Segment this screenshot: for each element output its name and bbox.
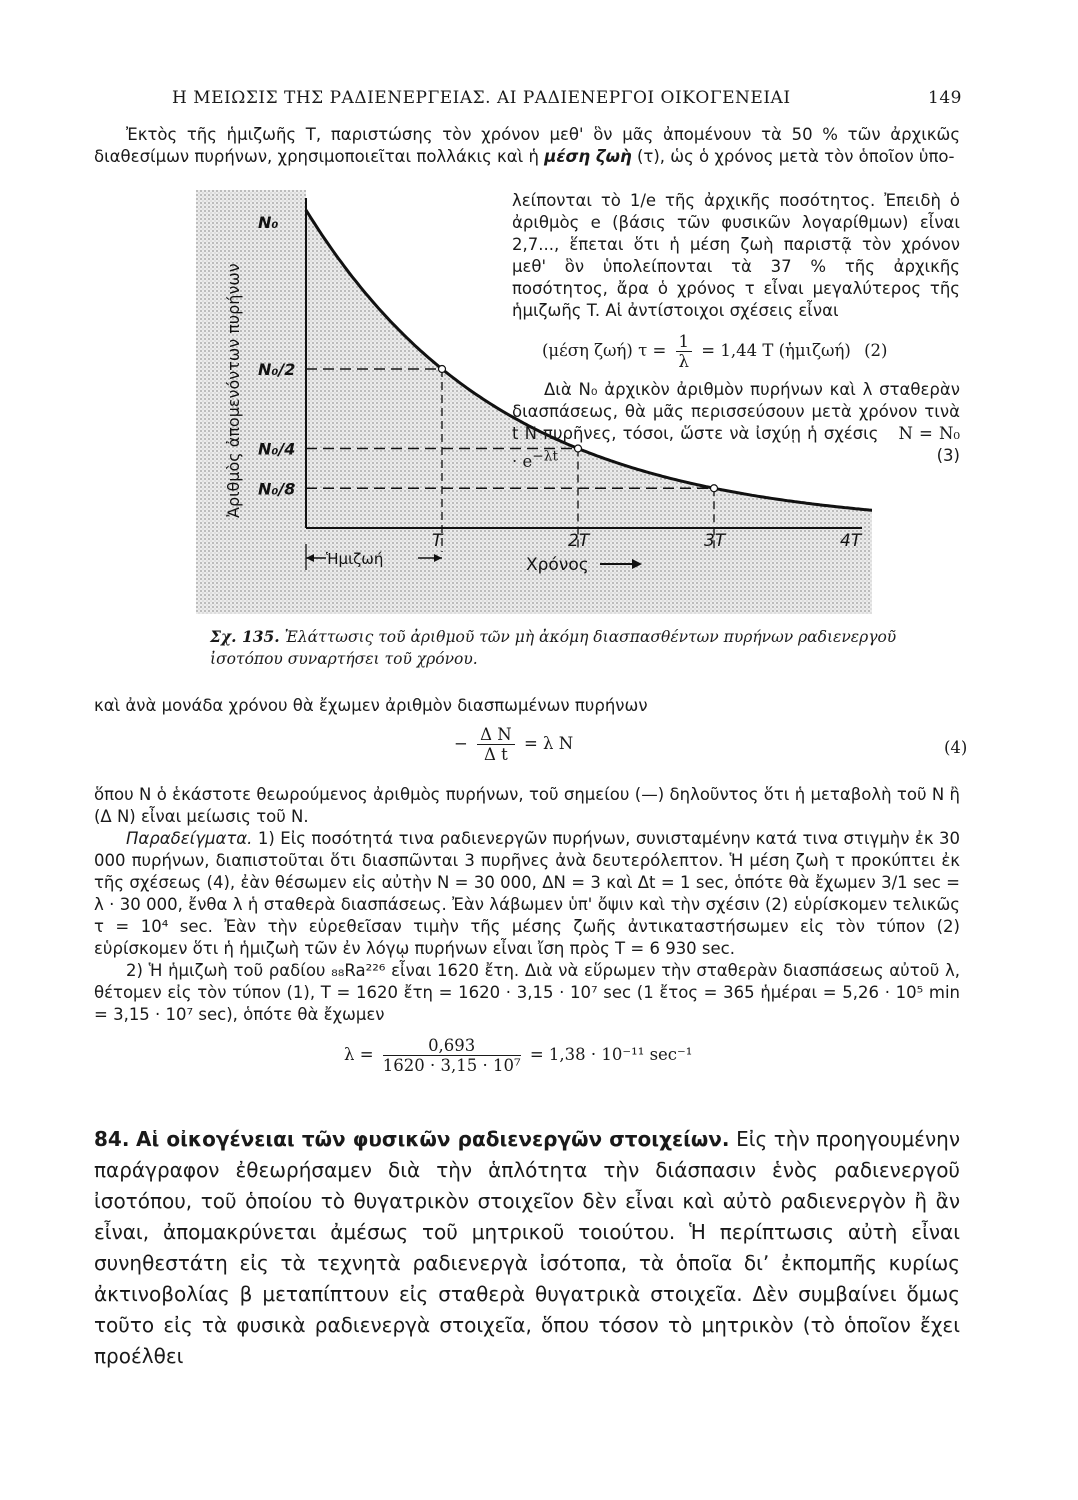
eq2-numerator: 1 [676,332,693,352]
example-2: 2) Ἡ ἡμιζωὴ τοῦ ραδίου ₈₈Ra²²⁶ εἶναι 1620 ἔτη. Διὰ νὰ εὕρωμεν τὴν σταθερὰν διασπάσεως αὐτοῦ λ, θέτομεν εἰς τὸν τύπον (1), T = 1620 ἔτη = 1620 · 3,15 · 10⁷ sec (1 ἔτος = 365 ἡμέραι = 5,26 · 10⁵ min = 3,15 · 10⁷ sec), ὁπότε θὰ ἔχωμεν [94,961,960,1024]
examples-label: Παραδείγματα. [126,829,253,848]
section-text: Εἰς τὴν προηγουμένην παράγραφον ἐθεωρήσαμεν διὰ τὴν ἁπλότητα τὴν διάσπασιν ἑνὸς ραδιενεργοῦ ἰσοτόπου, τοῦ ὁποίου τὸ θυγατρικὸν στοιχεῖον δὲν εἶναι καὶ αὐτὸ ραδιενεργὸν ἢ ἂν εἶναι, ἀπομακρύνεται ἀμέσως τοῦ μητρικοῦ τοιούτου. Ἡ περίπτωσις αὐτὴ εἶναι συνηθεστάτη εἰς τὰ τεχνητὰ ραδιενεργὰ ἰσότοπα, τὰ ὁποῖα διʼ ἐκπομπῆς κυρίως ἀκτινοβολίας β μεταπίπτουν εἰς σταθερὰ θυγατρικὰ στοιχεῖα. Δὲν συμβαίνει ὅμως τοῦτο εἰς τὰ φυσικὰ ραδιενεργὰ στοιχεῖα, ὅπου τόσον τὸ μητρικὸν (τὸ ὁποῖον ἔχει προέλθει [94,1127,961,1368]
eq4-denominator: Δ t [483,745,508,764]
eq2-number: (2) [864,341,888,360]
caption-label: Σχ. 135. [210,627,280,646]
y-tick-label: N₀/2 [258,360,296,379]
running-title: Η ΜΕΙΩΣΙΣ ΤΗΣ ΡΑΔΙΕΝΕΡΓΕΙΑΣ. ΑΙ ΡΑΔΙΕΝΕΡΓΟΙ ΟΙΚΟΓΕΝΕΙΑΙ [172,88,791,108]
eq5-left: λ = [344,1045,374,1064]
figure-caption [210,626,910,670]
reference-point [439,366,446,373]
wrap-paragraph-2-text: Διὰ N₀ ἀρχικὸν ἀριθμὸν πυρήνων καὶ λ σταθερὰν διασπάσεως, θὰ μᾶς περισσεύσουν μετὰ χρόνον τινὰ t N πυρῆνες, τόσοι, ὥστε νὰ ἰσχύῃ ἡ σχέσις [512,380,960,443]
intro-emphasis: μέση ζωὴ [544,147,632,166]
equation-5 [344,1036,960,1075]
x-tick-label: T [432,531,443,551]
x-tick-label: 2T [568,531,590,551]
section-84 [94,1124,960,1372]
eq4-number: (4) [944,738,968,757]
y-tick-label: N₀/8 [258,479,296,499]
eq5-numerator: 0,693 [383,1036,521,1056]
x-tick-label: 3T [704,531,726,551]
explain-text: ὅπου N ὁ ἑκάστοτε θεωρούμενος ἀριθμὸς πυρήνων, τοῦ σημείου (—) δηλοῦντος ὅτι ἡ μεταβολὴ τοῦ N ἢ (Δ N) εἶναι μείωσις τοῦ N. [94,785,960,826]
half-life-label: Ἡμιζωή [326,550,384,568]
rate-paragraph [94,695,968,773]
caption-text: Ἐλάττωσις τοῦ ἀριθμοῦ τῶν μὴ ἀκόμη διασπασθέντων πυρήνων ραδιενεργοῦ ἰσοτόπου συναρτήσει τοῦ χρόνου. [210,628,897,668]
x-tick-label: 4T [840,531,862,551]
eq4-minus: − [454,734,468,753]
eq3-text: N = N₀ · e [512,424,960,471]
page-number: 149 [928,88,962,108]
x-axis-label: Χρόνος [526,555,589,575]
eq2-right: = 1,44 T (ἡμιζωή) [701,341,851,360]
eq4-numerator: Δ N [477,725,515,745]
eq3-exponent: −λt [532,448,559,464]
eq2-denominator: λ [678,352,689,371]
eq3-number: (3) [936,446,960,465]
section-title: Αἱ οἰκογένειαι τῶν φυσικῶν ραδιενεργῶν στοιχείων. [135,1127,730,1151]
intro-paragraph [94,124,960,168]
rate-text: καὶ ἀνὰ μονάδα χρόνου θὰ ἔχωμεν ἀριθμὸν διασπωμένων πυρήνων [94,696,648,715]
equation-2 [542,332,960,371]
intro-text-end: (τ), ὡς ὁ χρόνος μετὰ τὸν ὁποῖον ὑπο- [636,147,955,166]
example-1 [94,828,960,960]
eq4-right: = λ N [523,734,574,753]
y-axis-label: Ἀριθμὸς ἀπομενόντων πυρήνων [224,263,243,518]
intro-text: Ἐκτὸς τῆς ἡμιζωῆς T, παριστώσης τὸν χρόνον μεθ' ὃν μᾶς ἀπομένουν τὰ 50 % τῶν ἀρχικῶς διαθεσίμων πυρήνων, χρησιμοποιεῖται πολλάκις καὶ ἡ [94,125,960,166]
eq5-right: = 1,38 · 10⁻¹¹ sec⁻¹ [529,1045,693,1064]
reference-point [711,485,718,492]
section-number: 84. [94,1127,130,1151]
equation-4 [454,725,968,773]
y-tick-label: N₀ [258,213,279,232]
wrap-paragraph-2 [512,379,960,473]
running-head [172,88,962,108]
wrap-text [512,190,960,473]
wrap-paragraph: λείπονται τὸ 1/e τῆς ἀρχικῆς ποσότητος. Ἐπειδὴ ὁ ἀριθμὸς e (βάσις τῶν φυσικῶν λογαρίθμων) εἶναι 2,7..., ἕπεται ὅτι ἡ μέση ζωὴ παριστᾷ τὸν χρόνον μεθ' ὃν ὑπολείπονται τὰ 37 % τῆς ἀρχικῆς ποσότητος, ἄρα ὁ χρόνος τ εἶναι μεγαλύτερος τῆς ἡμιζωῆς T. Αἱ ἀντίστοιχοι σχέσεις εἶναι [512,191,960,320]
y-tick-label: N₀/4 [258,439,296,459]
example-1-text: 1) Εἰς ποσότητά τινα ραδιενεργῶν πυρήνων, συνισταμένην κατά τινα στιγμὴν ἐκ 30 000 πυρήνων, διαπιστοῦται ὅτι διασπῶνται 3 πυρῆνες ἀνὰ δευτερόλεπτον. Ἡ μέση ζωὴ τ προκύπτει ἐκ τῆς σχέσεως (4), ἐὰν θέσωμεν εἰς αὐτὴν N = 30 000, ΔN = 3 καὶ Δt = 1 sec, ὁπότε θὰ ἔχωμεν 3/1 sec = λ · 30 000, ἔνθα λ ἡ σταθερὰ διασπάσεως. Ἐὰν λάβωμεν ὑπ' ὄψιν καὶ τὴν σχέσιν (2) εὑρίσκομεν τελικῶς τ = 10⁴ sec. Ἐὰν τὴν εὑρεθεῖσαν τιμὴν τῆς μέσης ζωῆς ἀντικαταστήσωμεν εἰς τὸν τύπον (2) εὑρίσκομεν ὅτι ἡ ἡμιζωὴ τῶν ἐν λόγῳ πυρήνων εἶναι ἴση πρὸς T = 6 930 sec. [94,829,960,958]
examples-block [94,784,960,1075]
eq2-left: (μέση ζωή) τ = [542,341,667,360]
eq5-denominator: 1620 · 3,15 · 10⁷ [382,1056,521,1075]
